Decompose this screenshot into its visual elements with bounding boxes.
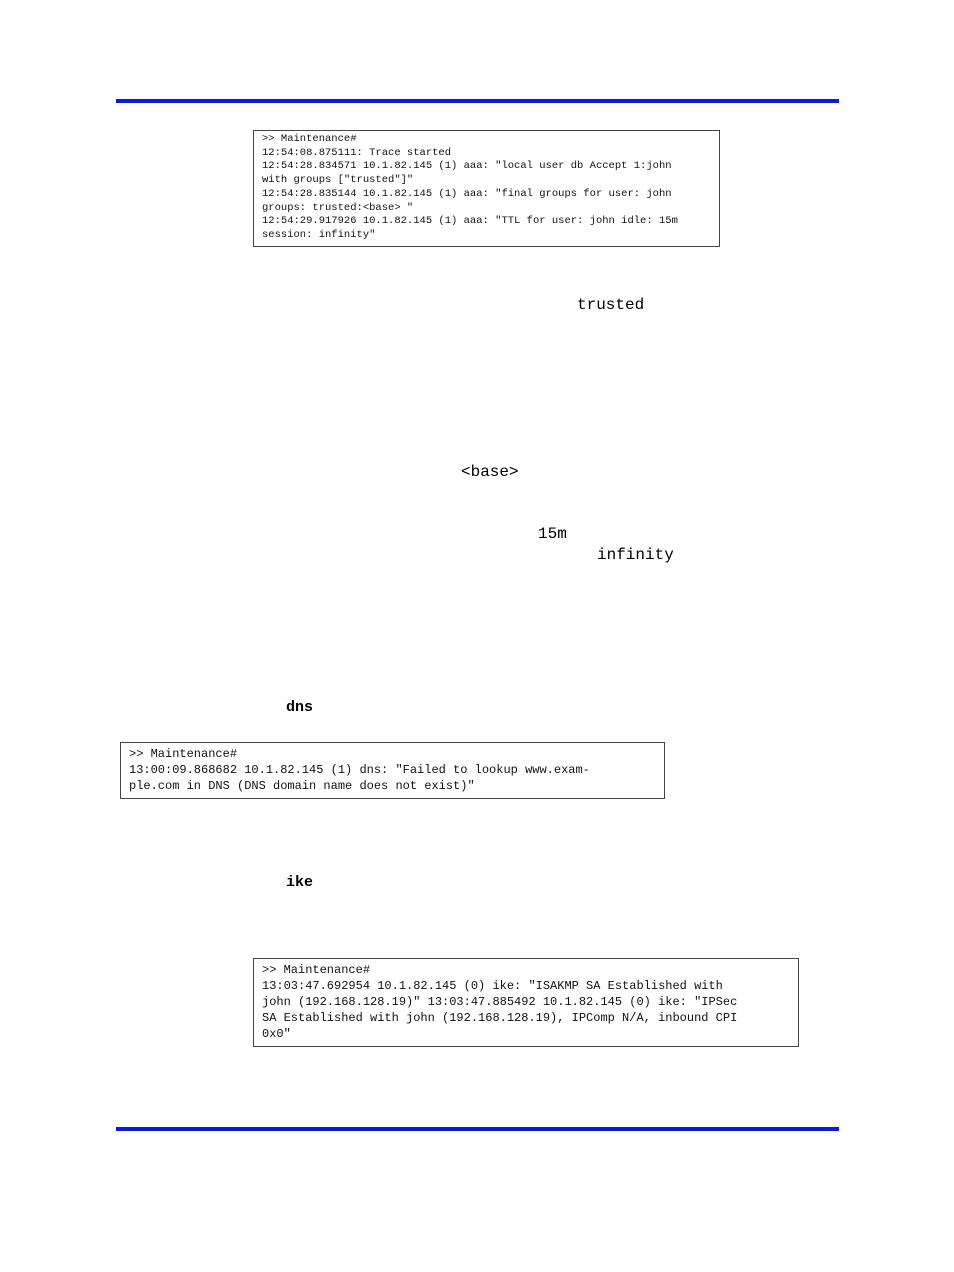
aaa-trace-output	[253, 130, 720, 247]
inline-term-session-value: infinity	[597, 546, 674, 564]
code-line: >> Maintenance#	[262, 963, 371, 977]
ike-trace-output	[253, 958, 799, 1047]
code-line: >> Maintenance#	[129, 747, 238, 761]
code-line: john (192.168.128.19)" 13:03:47.885492 10.1.82.145 (0) ike: "IPSec	[262, 995, 738, 1009]
inline-term-ike: ike	[286, 874, 314, 891]
code-line: 12:54:08.875111: Trace started	[262, 146, 452, 159]
code-line: 0x0"	[262, 1027, 291, 1041]
inline-term-dns: dns	[286, 699, 314, 716]
code-line: 12:54:29.917926 10.1.82.145 (1) aaa: "TTL for user: john idle: 15m	[262, 215, 678, 228]
code-line: session: infinity"	[262, 228, 376, 241]
code-line: 13:00:09.868682 10.1.82.145 (1) dns: "Failed to lookup www.exam-	[129, 763, 590, 777]
footer-rule	[116, 1127, 839, 1131]
code-line: with groups ["trusted"]"	[262, 174, 414, 187]
code-line: SA Established with john (192.168.128.19), IPComp N/A, inbound CPI	[262, 1011, 738, 1025]
code-line: 12:54:28.835144 10.1.82.145 (1) aaa: "final groups for user: john	[262, 187, 672, 200]
code-line: 12:54:28.834571 10.1.82.145 (1) aaa: "local user db Accept 1:john	[262, 160, 672, 173]
inline-term-base: <base>	[461, 463, 519, 481]
dns-trace-output	[120, 742, 665, 799]
inline-term-idle-value: 15m	[538, 525, 567, 543]
code-line: 13:03:47.692954 10.1.82.145 (0) ike: "ISAKMP SA Established with	[262, 979, 723, 993]
header-rule	[116, 99, 839, 103]
code-line: ple.com in DNS (DNS domain name does not exist)"	[129, 779, 475, 793]
code-line: groups: trusted:<base> "	[262, 201, 414, 214]
inline-term-trusted: trusted	[577, 296, 645, 314]
code-line: >> Maintenance#	[262, 133, 357, 145]
